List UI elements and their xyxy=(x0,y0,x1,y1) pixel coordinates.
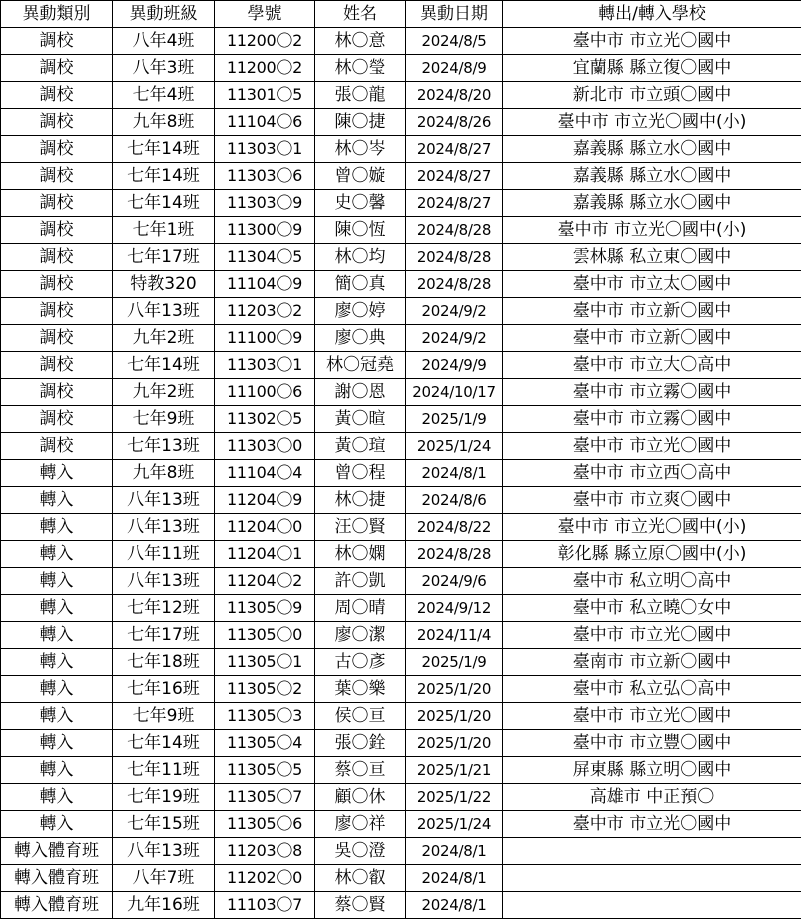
cell-date: 2025/1/24 xyxy=(406,811,503,838)
cell-transfer-type: 調校 xyxy=(1,28,113,55)
cell-student-id: 11305〇1 xyxy=(215,649,315,676)
cell-class: 七年17班 xyxy=(113,622,215,649)
cell-date: 2024/8/6 xyxy=(406,487,503,514)
cell-date: 2024/8/1 xyxy=(406,865,503,892)
cell-class: 八年11班 xyxy=(113,541,215,568)
cell-school: 嘉義縣 縣立水〇國中 xyxy=(503,190,801,217)
cell-school xyxy=(503,892,801,919)
table-row xyxy=(1,757,801,784)
cell-student-id: 11204〇2 xyxy=(215,568,315,595)
cell-student-id: 11303〇0 xyxy=(215,433,315,460)
cell-name: 林〇冠堯 xyxy=(315,352,406,379)
cell-transfer-type: 轉入體育班 xyxy=(1,865,113,892)
cell-school: 臺中市 市立新〇國中 xyxy=(503,325,801,352)
cell-date: 2024/9/12 xyxy=(406,595,503,622)
cell-student-id: 11303〇1 xyxy=(215,352,315,379)
cell-class: 九年8班 xyxy=(113,460,215,487)
cell-school: 臺中市 市立爽〇國中 xyxy=(503,487,801,514)
cell-transfer-type: 調校 xyxy=(1,325,113,352)
table-row xyxy=(1,271,801,298)
cell-date: 2024/8/1 xyxy=(406,838,503,865)
cell-name: 吳〇澄 xyxy=(315,838,406,865)
cell-name: 謝〇恩 xyxy=(315,379,406,406)
cell-student-id: 11204〇9 xyxy=(215,487,315,514)
cell-student-id: 11103〇7 xyxy=(215,892,315,919)
cell-school: 宜蘭縣 縣立復〇國中 xyxy=(503,55,801,82)
cell-transfer-type: 調校 xyxy=(1,271,113,298)
cell-class: 七年16班 xyxy=(113,676,215,703)
cell-class: 八年13班 xyxy=(113,514,215,541)
cell-student-id: 11305〇3 xyxy=(215,703,315,730)
cell-transfer-type: 轉入 xyxy=(1,784,113,811)
table-row xyxy=(1,487,801,514)
table-row xyxy=(1,352,801,379)
cell-class: 八年4班 xyxy=(113,28,215,55)
header-name: 姓名 xyxy=(315,1,406,28)
cell-transfer-type: 調校 xyxy=(1,433,113,460)
cell-transfer-type: 轉入 xyxy=(1,595,113,622)
cell-transfer-type: 轉入體育班 xyxy=(1,838,113,865)
cell-transfer-type: 調校 xyxy=(1,244,113,271)
cell-class: 九年2班 xyxy=(113,325,215,352)
table-row xyxy=(1,298,801,325)
cell-school: 臺中市 市立光〇國中 xyxy=(503,703,801,730)
table-row xyxy=(1,784,801,811)
cell-transfer-type: 轉入 xyxy=(1,676,113,703)
header-class: 異動班級 xyxy=(113,1,215,28)
cell-name: 史〇馨 xyxy=(315,190,406,217)
cell-date: 2025/1/20 xyxy=(406,703,503,730)
cell-school: 臺中市 私立弘〇高中 xyxy=(503,676,801,703)
cell-class: 七年11班 xyxy=(113,757,215,784)
cell-student-id: 11305〇9 xyxy=(215,595,315,622)
cell-date: 2024/10/17 xyxy=(406,379,503,406)
cell-transfer-type: 調校 xyxy=(1,217,113,244)
cell-transfer-type: 轉入 xyxy=(1,487,113,514)
cell-student-id: 11305〇2 xyxy=(215,676,315,703)
cell-date: 2024/8/28 xyxy=(406,271,503,298)
cell-transfer-type: 轉入 xyxy=(1,622,113,649)
cell-school: 臺中市 市立大〇高中 xyxy=(503,352,801,379)
cell-school: 嘉義縣 縣立水〇國中 xyxy=(503,136,801,163)
table-row xyxy=(1,892,801,919)
table-row xyxy=(1,676,801,703)
cell-student-id: 11303〇9 xyxy=(215,190,315,217)
cell-school: 雲林縣 私立東〇國中 xyxy=(503,244,801,271)
cell-date: 2024/8/26 xyxy=(406,109,503,136)
cell-school: 新北市 市立頭〇國中 xyxy=(503,82,801,109)
cell-name: 曾〇嫙 xyxy=(315,163,406,190)
cell-date: 2024/8/1 xyxy=(406,892,503,919)
cell-school xyxy=(503,865,801,892)
table-row xyxy=(1,811,801,838)
table-row xyxy=(1,514,801,541)
cell-transfer-type: 轉入 xyxy=(1,811,113,838)
table-row xyxy=(1,28,801,55)
header-row xyxy=(1,1,801,28)
cell-school: 臺南市 市立新〇國中 xyxy=(503,649,801,676)
cell-transfer-type: 調校 xyxy=(1,109,113,136)
cell-school: 臺中市 市立西〇高中 xyxy=(503,460,801,487)
cell-class: 七年14班 xyxy=(113,190,215,217)
table-row xyxy=(1,379,801,406)
cell-class: 七年13班 xyxy=(113,433,215,460)
cell-student-id: 11200〇2 xyxy=(215,28,315,55)
cell-name: 廖〇潔 xyxy=(315,622,406,649)
table-row xyxy=(1,136,801,163)
table-row xyxy=(1,82,801,109)
cell-student-id: 11303〇6 xyxy=(215,163,315,190)
cell-date: 2024/8/20 xyxy=(406,82,503,109)
cell-school: 臺中市 市立光〇國中(小) xyxy=(503,109,801,136)
cell-name: 蔡〇亘 xyxy=(315,757,406,784)
cell-school: 彰化縣 縣立原〇國中(小) xyxy=(503,541,801,568)
cell-school: 臺中市 私立明〇高中 xyxy=(503,568,801,595)
cell-class: 七年14班 xyxy=(113,136,215,163)
cell-class: 七年14班 xyxy=(113,163,215,190)
cell-student-id: 11304〇5 xyxy=(215,244,315,271)
cell-school: 臺中市 市立光〇國中 xyxy=(503,811,801,838)
cell-transfer-type: 轉入 xyxy=(1,730,113,757)
cell-date: 2024/8/27 xyxy=(406,136,503,163)
table-row xyxy=(1,217,801,244)
cell-transfer-type: 調校 xyxy=(1,298,113,325)
cell-class: 七年4班 xyxy=(113,82,215,109)
table-row xyxy=(1,541,801,568)
cell-date: 2024/8/28 xyxy=(406,244,503,271)
cell-student-id: 11104〇4 xyxy=(215,460,315,487)
cell-student-id: 11202〇0 xyxy=(215,865,315,892)
table-row xyxy=(1,649,801,676)
table-row xyxy=(1,55,801,82)
cell-class: 九年8班 xyxy=(113,109,215,136)
cell-student-id: 11204〇1 xyxy=(215,541,315,568)
cell-name: 陳〇捷 xyxy=(315,109,406,136)
cell-class: 八年13班 xyxy=(113,568,215,595)
table-row xyxy=(1,325,801,352)
table-row xyxy=(1,622,801,649)
cell-date: 2024/8/1 xyxy=(406,460,503,487)
cell-transfer-type: 調校 xyxy=(1,406,113,433)
table-row xyxy=(1,865,801,892)
table-row xyxy=(1,838,801,865)
header-transfer-type: 異動類別 xyxy=(1,1,113,28)
cell-student-id: 11200〇2 xyxy=(215,55,315,82)
cell-transfer-type: 轉入 xyxy=(1,703,113,730)
header-date: 異動日期 xyxy=(406,1,503,28)
cell-name: 陳〇恆 xyxy=(315,217,406,244)
cell-transfer-type: 調校 xyxy=(1,352,113,379)
cell-school: 臺中市 市立霧〇國中 xyxy=(503,406,801,433)
cell-transfer-type: 調校 xyxy=(1,163,113,190)
cell-name: 顧〇休 xyxy=(315,784,406,811)
cell-school: 嘉義縣 縣立水〇國中 xyxy=(503,163,801,190)
cell-transfer-type: 調校 xyxy=(1,190,113,217)
cell-class: 九年2班 xyxy=(113,379,215,406)
cell-date: 2024/11/4 xyxy=(406,622,503,649)
cell-name: 廖〇典 xyxy=(315,325,406,352)
cell-date: 2024/8/5 xyxy=(406,28,503,55)
cell-school: 屏東縣 縣立明〇國中 xyxy=(503,757,801,784)
table-row xyxy=(1,406,801,433)
cell-student-id: 11100〇9 xyxy=(215,325,315,352)
cell-date: 2024/8/27 xyxy=(406,163,503,190)
cell-school: 臺中市 市立光〇國中 xyxy=(503,28,801,55)
cell-name: 林〇岑 xyxy=(315,136,406,163)
table-row xyxy=(1,703,801,730)
cell-student-id: 11104〇9 xyxy=(215,271,315,298)
header-school: 轉出/轉入學校 xyxy=(503,1,801,28)
cell-class: 八年7班 xyxy=(113,865,215,892)
cell-student-id: 11203〇2 xyxy=(215,298,315,325)
cell-date: 2025/1/22 xyxy=(406,784,503,811)
cell-class: 七年19班 xyxy=(113,784,215,811)
cell-student-id: 11300〇9 xyxy=(215,217,315,244)
cell-transfer-type: 轉入 xyxy=(1,568,113,595)
table-row xyxy=(1,433,801,460)
cell-class: 八年13班 xyxy=(113,487,215,514)
cell-date: 2024/8/9 xyxy=(406,55,503,82)
cell-name: 許〇凱 xyxy=(315,568,406,595)
cell-class: 特教320 xyxy=(113,271,215,298)
cell-class: 七年14班 xyxy=(113,730,215,757)
cell-student-id: 11305〇5 xyxy=(215,757,315,784)
cell-name: 黃〇暄 xyxy=(315,406,406,433)
cell-student-id: 11100〇6 xyxy=(215,379,315,406)
cell-school: 臺中市 市立太〇國中 xyxy=(503,271,801,298)
cell-school xyxy=(503,838,801,865)
cell-student-id: 11305〇7 xyxy=(215,784,315,811)
cell-name: 林〇瑩 xyxy=(315,55,406,82)
cell-date: 2024/9/2 xyxy=(406,298,503,325)
cell-date: 2025/1/20 xyxy=(406,676,503,703)
cell-transfer-type: 轉入 xyxy=(1,541,113,568)
cell-transfer-type: 轉入 xyxy=(1,649,113,676)
cell-transfer-type: 調校 xyxy=(1,82,113,109)
cell-school: 臺中市 市立豐〇國中 xyxy=(503,730,801,757)
cell-date: 2025/1/9 xyxy=(406,406,503,433)
cell-date: 2025/1/20 xyxy=(406,730,503,757)
cell-name: 黃〇瑄 xyxy=(315,433,406,460)
cell-date: 2024/8/22 xyxy=(406,514,503,541)
cell-name: 廖〇婷 xyxy=(315,298,406,325)
cell-date: 2024/9/9 xyxy=(406,352,503,379)
header-student-id: 學號 xyxy=(215,1,315,28)
cell-transfer-type: 轉入 xyxy=(1,757,113,784)
cell-name: 古〇彥 xyxy=(315,649,406,676)
cell-school: 臺中市 市立光〇國中(小) xyxy=(503,514,801,541)
cell-student-id: 11305〇0 xyxy=(215,622,315,649)
cell-school: 高雄市 中正預〇 xyxy=(503,784,801,811)
cell-name: 林〇捷 xyxy=(315,487,406,514)
cell-class: 七年18班 xyxy=(113,649,215,676)
cell-name: 曾〇程 xyxy=(315,460,406,487)
cell-transfer-type: 轉入體育班 xyxy=(1,892,113,919)
cell-class: 八年13班 xyxy=(113,838,215,865)
cell-date: 2024/8/27 xyxy=(406,190,503,217)
table-body xyxy=(1,28,801,919)
cell-name: 林〇均 xyxy=(315,244,406,271)
cell-date: 2025/1/24 xyxy=(406,433,503,460)
cell-transfer-type: 調校 xyxy=(1,136,113,163)
cell-class: 七年12班 xyxy=(113,595,215,622)
cell-class: 七年9班 xyxy=(113,406,215,433)
cell-name: 簡〇真 xyxy=(315,271,406,298)
table-row xyxy=(1,163,801,190)
cell-transfer-type: 轉入 xyxy=(1,460,113,487)
cell-name: 汪〇賢 xyxy=(315,514,406,541)
cell-school: 臺中市 市立光〇國中 xyxy=(503,433,801,460)
cell-school: 臺中市 市立霧〇國中 xyxy=(503,379,801,406)
cell-school: 臺中市 市立新〇國中 xyxy=(503,298,801,325)
cell-transfer-type: 調校 xyxy=(1,55,113,82)
cell-school: 臺中市 市立光〇國中(小) xyxy=(503,217,801,244)
cell-student-id: 11302〇5 xyxy=(215,406,315,433)
cell-student-id: 11104〇6 xyxy=(215,109,315,136)
cell-date: 2025/1/21 xyxy=(406,757,503,784)
cell-name: 葉〇樂 xyxy=(315,676,406,703)
cell-student-id: 11204〇0 xyxy=(215,514,315,541)
cell-name: 蔡〇賢 xyxy=(315,892,406,919)
cell-student-id: 11303〇1 xyxy=(215,136,315,163)
cell-name: 廖〇祥 xyxy=(315,811,406,838)
table-row xyxy=(1,568,801,595)
cell-student-id: 11305〇4 xyxy=(215,730,315,757)
cell-name: 張〇銓 xyxy=(315,730,406,757)
table-row xyxy=(1,595,801,622)
table-row xyxy=(1,244,801,271)
cell-date: 2024/8/28 xyxy=(406,217,503,244)
cell-name: 侯〇亘 xyxy=(315,703,406,730)
cell-name: 周〇晴 xyxy=(315,595,406,622)
cell-student-id: 11305〇6 xyxy=(215,811,315,838)
cell-transfer-type: 調校 xyxy=(1,379,113,406)
cell-class: 七年9班 xyxy=(113,703,215,730)
table-row xyxy=(1,730,801,757)
cell-student-id: 11203〇8 xyxy=(215,838,315,865)
cell-class: 九年16班 xyxy=(113,892,215,919)
cell-name: 林〇嫻 xyxy=(315,541,406,568)
cell-name: 張〇龍 xyxy=(315,82,406,109)
cell-transfer-type: 轉入 xyxy=(1,514,113,541)
table-row xyxy=(1,460,801,487)
cell-school: 臺中市 市立光〇國中 xyxy=(503,622,801,649)
cell-date: 2025/1/9 xyxy=(406,649,503,676)
cell-student-id: 11301〇5 xyxy=(215,82,315,109)
table-row xyxy=(1,190,801,217)
cell-class: 七年15班 xyxy=(113,811,215,838)
cell-name: 林〇叡 xyxy=(315,865,406,892)
cell-class: 七年14班 xyxy=(113,352,215,379)
table-row xyxy=(1,109,801,136)
cell-date: 2024/9/2 xyxy=(406,325,503,352)
cell-date: 2024/8/28 xyxy=(406,541,503,568)
cell-class: 八年13班 xyxy=(113,298,215,325)
cell-class: 七年1班 xyxy=(113,217,215,244)
cell-date: 2024/9/6 xyxy=(406,568,503,595)
cell-class: 八年3班 xyxy=(113,55,215,82)
cell-name: 林〇意 xyxy=(315,28,406,55)
cell-class: 七年17班 xyxy=(113,244,215,271)
cell-school: 臺中市 私立曉〇女中 xyxy=(503,595,801,622)
